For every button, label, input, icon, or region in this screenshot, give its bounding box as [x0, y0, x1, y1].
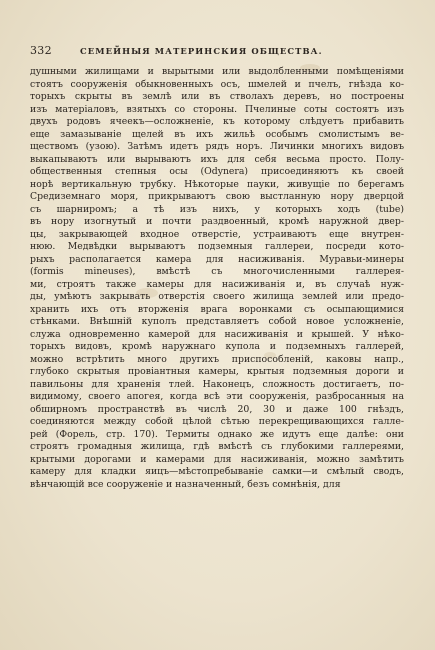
running-title: СЕМЕЙНЫЯ МАТЕРИНСКИЯ ОБЩЕСТВА.: [80, 46, 323, 56]
text-line: (formis mineuses), вмѣстѣ съ многочисленными галлерея-: [30, 266, 404, 277]
text-line: торыхъ видовъ, кромѣ наружнаго купола и подземныхъ галлерей,: [30, 341, 404, 352]
text-line: рыхъ располагается камера для насиживанія. Муравьи-минеры: [30, 253, 404, 265]
text-line: цы, закрывающей входное отверстіе, устраиваютъ еще внутрен-: [30, 228, 404, 240]
text-line: можно встрѣтить много другихъ приспособленій, каковы напр.,: [30, 353, 404, 365]
text-line: видимому, своего апогея, когда всѣ эти сооруженія, разбросанныя на: [30, 391, 404, 402]
text-line: въ нору изогнутый и почти раздвоенный, кромѣ наружной двер-: [30, 216, 404, 227]
text-line: стоятъ сооруженія обыкновенныхъ осъ, шмелей и пчелъ, гнѣзда ко-: [30, 78, 404, 90]
text-line: камеру для кладки яицъ—мѣстопребываніе самки—и смѣлый сводъ,: [30, 466, 404, 477]
text-line: нюю. Медвѣдки вырываютъ подземныя галлереи, посреди кото-: [30, 241, 404, 252]
text-line: служа одновременно камерой для насиживанія и крышей. У нѣко-: [30, 328, 404, 340]
text-line: торыхъ скрыты въ землѣ или въ стволахъ деревъ, но построены: [30, 91, 404, 102]
text-line: стѣнками. Внѣшній куполъ представляетъ собой новое усложненіе,: [30, 316, 404, 327]
page-header: [30, 44, 408, 58]
text-line: павильоны для храненія тлей. Наконецъ, сложность достигаетъ, по-: [30, 378, 404, 390]
text-line: душными жилищами и вырытыми или выдолбленными помѣщеніями: [30, 66, 404, 77]
text-line: вѣнчающій все сооруженіе и назначенный, безъ сомнѣнія, для: [30, 478, 341, 490]
text-line: рей (Форель, стр. 170). Термиты однако же идутъ еще далѣе: они: [30, 428, 404, 440]
text-line: изъ матеріаловъ, взятыхъ со стороны. Пчелиные соты состоятъ изъ: [30, 103, 404, 115]
text-line: еще замазываніе щелей въ ихъ жильѣ особымъ смолистымъ ве-: [30, 128, 404, 140]
body-text: [30, 66, 404, 491]
page-number: 332: [30, 44, 52, 57]
text-line: съ шарниромъ; а тѣ изъ нихъ, у которыхъ ходъ (tube): [30, 203, 404, 215]
text-line: ми, строятъ также камеры для насиживанія и, въ случаѣ нуж-: [30, 278, 404, 290]
text-line: крытыми дорогами и камерами для насиживанія, можно замѣтить: [30, 453, 404, 465]
text-line: обширномъ пространствѣ въ числѣ 20, 30 и даже 100 гнѣздъ,: [30, 403, 404, 415]
text-line: общественныя степныя осы (Odynera) присоединяютъ къ своей: [30, 166, 404, 177]
text-line: ществомъ (узою). Затѣмъ идетъ рядъ норъ. Личинки многихъ видовъ: [30, 141, 404, 152]
text-line: соединяются между собой цѣлой сѣтью перекрещивающихся галле-: [30, 416, 404, 427]
text-line: ды, умѣютъ закрывать отверстія своего жилища землей или предо-: [30, 291, 404, 302]
text-line: выкапываютъ или вырываютъ ихъ для себя весьма просто. Полу-: [30, 153, 404, 165]
text-line: строятъ громадныя жилища, гдѣ вмѣстѣ съ глубокими галлереями,: [30, 441, 404, 452]
text-line: Средиземнаго моря, прикрываютъ свою выстланную нору дверцой: [30, 191, 404, 202]
text-line: норѣ вертикальную трубку. Нѣкоторые пауки, живущіе по берегамъ: [30, 178, 404, 190]
text-line: глубоко скрытыя провіантныя камеры, крытыя подземныя дороги и: [30, 366, 404, 377]
text-line: хранить ихъ отъ вторженія врага воронками съ осыпающимися: [30, 303, 404, 315]
text-line: двухъ родовъ ячеекъ—осложненіе, къ которому слѣдуетъ прибавить: [30, 116, 404, 127]
